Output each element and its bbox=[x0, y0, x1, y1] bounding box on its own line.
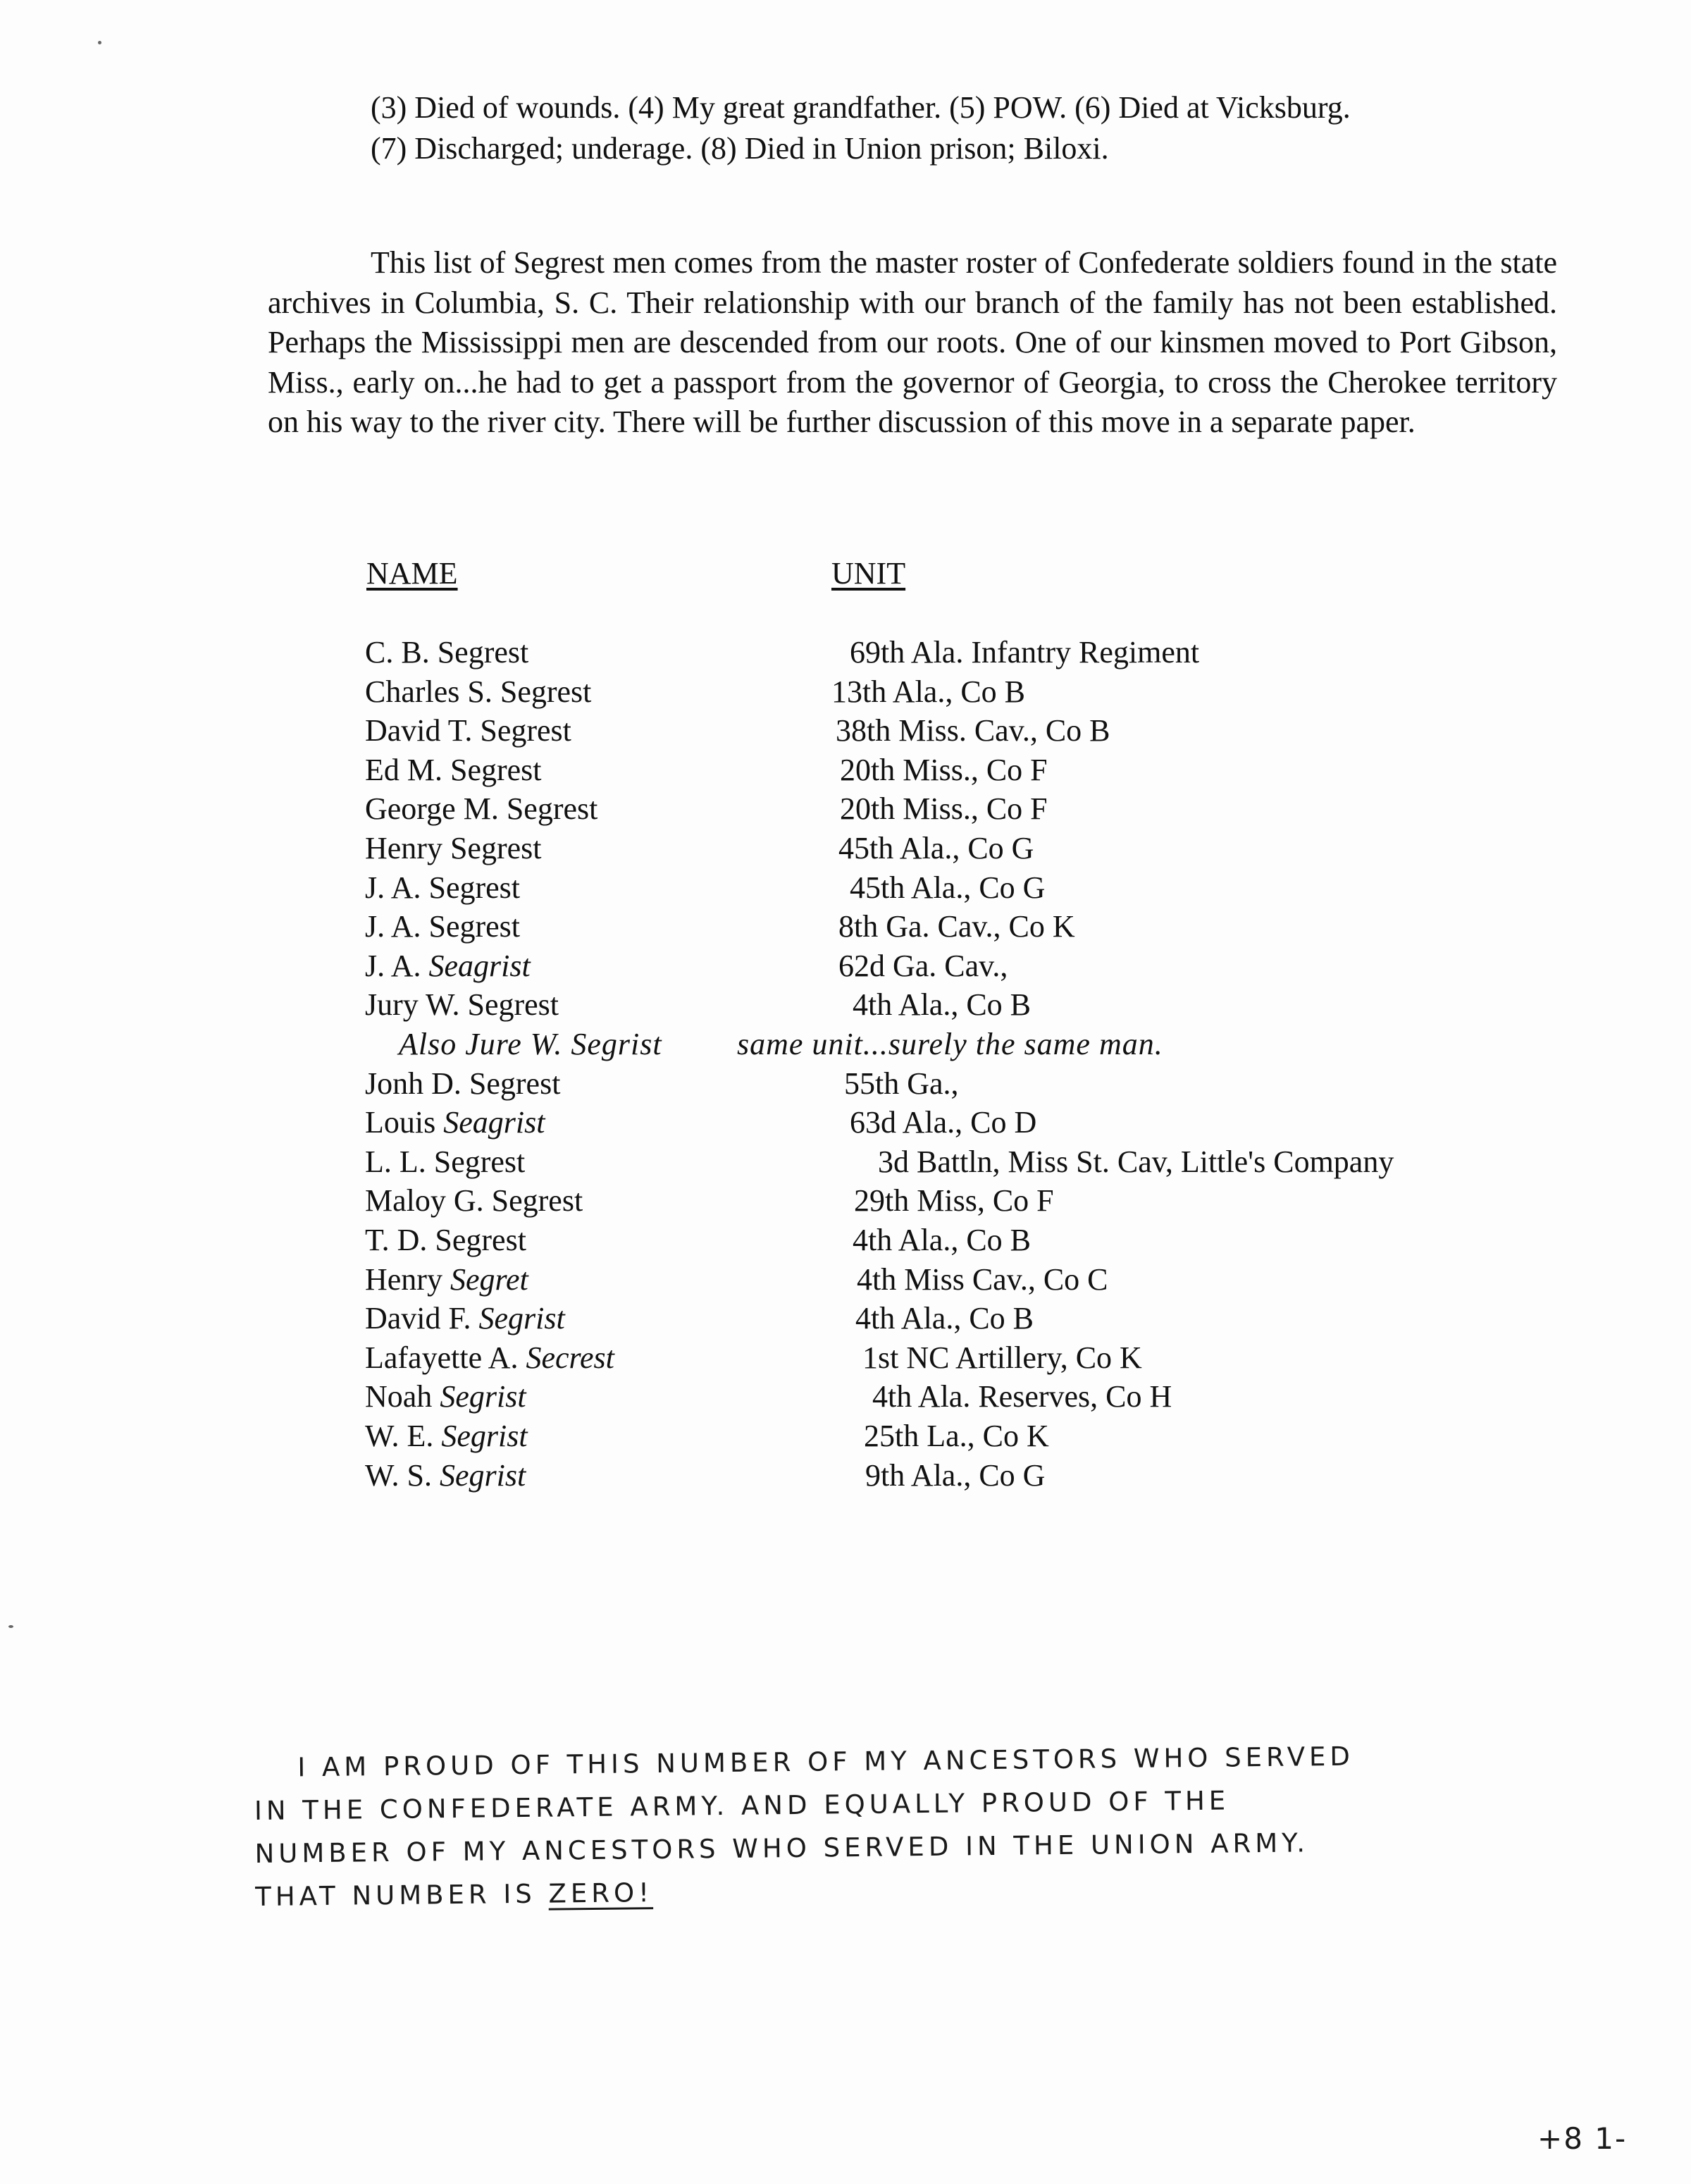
soldier-name bbox=[365, 948, 531, 984]
soldier-name-prefix: Noah bbox=[365, 1379, 440, 1414]
soldier-unit: 4th Miss Cav., Co C bbox=[857, 1261, 1108, 1297]
handwritten-line: IN THE CONFEDERATE ARMY. AND EQUALLY PROUD OF THE bbox=[254, 1785, 1230, 1826]
roster-row bbox=[0, 752, 1691, 791]
handwritten-zero: ZERO! bbox=[548, 1877, 654, 1909]
roster-row bbox=[0, 1261, 1691, 1301]
soldier-name-variant: Seagrist bbox=[428, 948, 531, 983]
roster-row bbox=[0, 1104, 1691, 1144]
soldier-name-prefix: J. A. bbox=[365, 948, 429, 983]
soldier-name-variant: Segrist bbox=[478, 1301, 565, 1336]
soldier-name bbox=[365, 1261, 528, 1297]
roster-row bbox=[0, 1378, 1691, 1418]
soldier-unit: 4th Ala., Co B bbox=[853, 987, 1032, 1023]
handwritten-line: NUMBER OF MY ANCESTORS WHO SERVED IN THE UNION ARMY. bbox=[254, 1827, 1310, 1869]
roster-row bbox=[0, 1183, 1691, 1222]
roster-row bbox=[0, 634, 1691, 674]
soldier-name-prefix: W. S. bbox=[365, 1457, 440, 1493]
roster-row bbox=[0, 830, 1691, 870]
footnotes bbox=[371, 87, 1568, 169]
roster-row bbox=[0, 1222, 1691, 1261]
soldier-unit: 20th Miss., Co F bbox=[840, 752, 1048, 787]
roster-row bbox=[0, 1418, 1691, 1457]
soldier-unit: 4th Ala., Co B bbox=[853, 1223, 1032, 1257]
page-number-mark: +8 1- bbox=[1537, 2121, 1628, 2156]
soldier-name: George M. Segrest bbox=[365, 791, 598, 827]
roster-row bbox=[0, 908, 1691, 948]
soldier-name: J. A. Segrest bbox=[365, 909, 520, 944]
soldier-unit: 3d Battln, Miss St. Cav, Little's Company bbox=[878, 1144, 1394, 1179]
soldier-name: David T. Segrest bbox=[365, 713, 571, 748]
soldier-name: T. D. Segrest bbox=[365, 1223, 526, 1257]
roster-note-row bbox=[0, 1026, 1691, 1066]
soldier-unit: 4th Ala. Reserves, Co H bbox=[872, 1379, 1172, 1414]
soldier-name-variant: Seagrist bbox=[443, 1105, 545, 1140]
roster-row bbox=[0, 712, 1691, 752]
soldier-unit: 1st NC Artillery, Co K bbox=[862, 1340, 1142, 1375]
soldier-unit: 4th Ala., Co B bbox=[855, 1301, 1034, 1336]
soldier-name: L. L. Segrest bbox=[365, 1144, 526, 1179]
handwritten-line-prefix: THAT NUMBER IS bbox=[255, 1878, 549, 1912]
roster-row bbox=[0, 1144, 1691, 1183]
soldier-unit: 63d Ala., Co D bbox=[850, 1105, 1037, 1140]
soldier-name-variant: Segrist bbox=[441, 1419, 528, 1453]
roster-row bbox=[0, 1457, 1691, 1497]
soldier-name: Jury W. Segrest bbox=[365, 987, 559, 1023]
footnote-line: (7) Discharged; underage. (8) Died in Union prison; Biloxi. bbox=[371, 131, 1109, 166]
soldier-name-prefix: David F. bbox=[365, 1301, 479, 1336]
soldier-name: C. B. Segrest bbox=[365, 635, 529, 670]
roster-row bbox=[0, 791, 1691, 830]
soldier-name-variant: Segret bbox=[450, 1261, 528, 1297]
scan-speck bbox=[8, 1625, 13, 1628]
roster-row bbox=[0, 870, 1691, 909]
roster-row bbox=[0, 1340, 1691, 1379]
soldier-name: J. A. Segrest bbox=[365, 870, 520, 905]
soldier-name: Charles S. Segrest bbox=[365, 674, 592, 709]
soldier-name bbox=[365, 1457, 526, 1493]
soldier-name: Ed M. Segrest bbox=[365, 752, 542, 787]
soldier-unit: 38th Miss. Cav., Co B bbox=[836, 713, 1110, 748]
roster-row bbox=[0, 987, 1691, 1026]
soldier-name: Henry Segrest bbox=[365, 831, 542, 865]
handwritten-line: I AM PROUD OF THIS NUMBER OF MY ANCESTORS WHO SERVED bbox=[297, 1741, 1355, 1783]
soldier-unit: 20th Miss., Co F bbox=[840, 791, 1048, 827]
unit-column-header: UNIT bbox=[831, 556, 906, 591]
roster-row bbox=[0, 674, 1691, 713]
soldier-unit: same unit...surely the same man. bbox=[737, 1027, 1163, 1061]
soldier-name-prefix: W. E. bbox=[365, 1419, 442, 1453]
soldier-unit: 9th Ala., Co G bbox=[865, 1457, 1046, 1493]
footnote-line: (3) Died of wounds. (4) My great grandfather. (5) POW. (6) Died at Vicksburg. bbox=[371, 90, 1351, 125]
soldier-unit: 45th Ala., Co G bbox=[838, 831, 1034, 865]
soldier-name: Also Jure W. Segrist bbox=[399, 1027, 662, 1061]
intro-paragraph: This list of Segrest men comes from the master roster of Confederate soldiers found in the state archives in Columbia, S. C. Their relationship with our branch of the family has not been established. Perhaps the Mississippi men are descended from our roots. One of our kinsmen moved to Port Gibson, Miss., early on...he had to get a passport from the governor of Georgia, to cross the Cherokee territory on his way to the river city. There will be further discussion of this move in a separate paper. bbox=[268, 245, 1557, 439]
scan-speck bbox=[98, 41, 101, 44]
roster-row bbox=[0, 948, 1691, 987]
soldier-unit: 45th Ala., Co G bbox=[850, 870, 1046, 905]
soldier-unit: 69th Ala. Infantry Regiment bbox=[850, 635, 1200, 670]
soldier-unit: 13th Ala., Co B bbox=[831, 674, 1026, 709]
soldier-name bbox=[365, 1418, 528, 1454]
soldier-name-variant: Segrist bbox=[439, 1457, 526, 1493]
soldier-unit: 8th Ga. Cav., Co K bbox=[838, 909, 1075, 944]
soldier-name-prefix: Louis bbox=[365, 1105, 444, 1140]
soldier-unit: 62d Ga. Cav., bbox=[838, 948, 1008, 983]
soldier-name-variant: Secrest bbox=[526, 1340, 614, 1375]
soldier-name bbox=[365, 1340, 614, 1376]
soldier-name-prefix: Henry bbox=[365, 1261, 450, 1297]
soldier-unit: 29th Miss, Co F bbox=[854, 1183, 1054, 1219]
name-column-header: NAME bbox=[366, 556, 458, 591]
handwritten-note bbox=[254, 1734, 1453, 1918]
soldier-name bbox=[365, 1300, 565, 1336]
soldier-name bbox=[365, 1104, 545, 1140]
soldier-unit: 55th Ga., bbox=[844, 1066, 959, 1101]
soldier-name: Maloy G. Segrest bbox=[365, 1183, 583, 1219]
soldier-name-variant: Segrist bbox=[440, 1379, 526, 1414]
soldier-name-prefix: Lafayette A. bbox=[365, 1340, 526, 1375]
roster-row bbox=[0, 1300, 1691, 1340]
soldier-name: Jonh D. Segrest bbox=[365, 1066, 561, 1101]
roster-row bbox=[0, 1066, 1691, 1105]
soldier-name bbox=[365, 1378, 526, 1414]
soldier-unit: 25th La., Co K bbox=[864, 1419, 1049, 1453]
